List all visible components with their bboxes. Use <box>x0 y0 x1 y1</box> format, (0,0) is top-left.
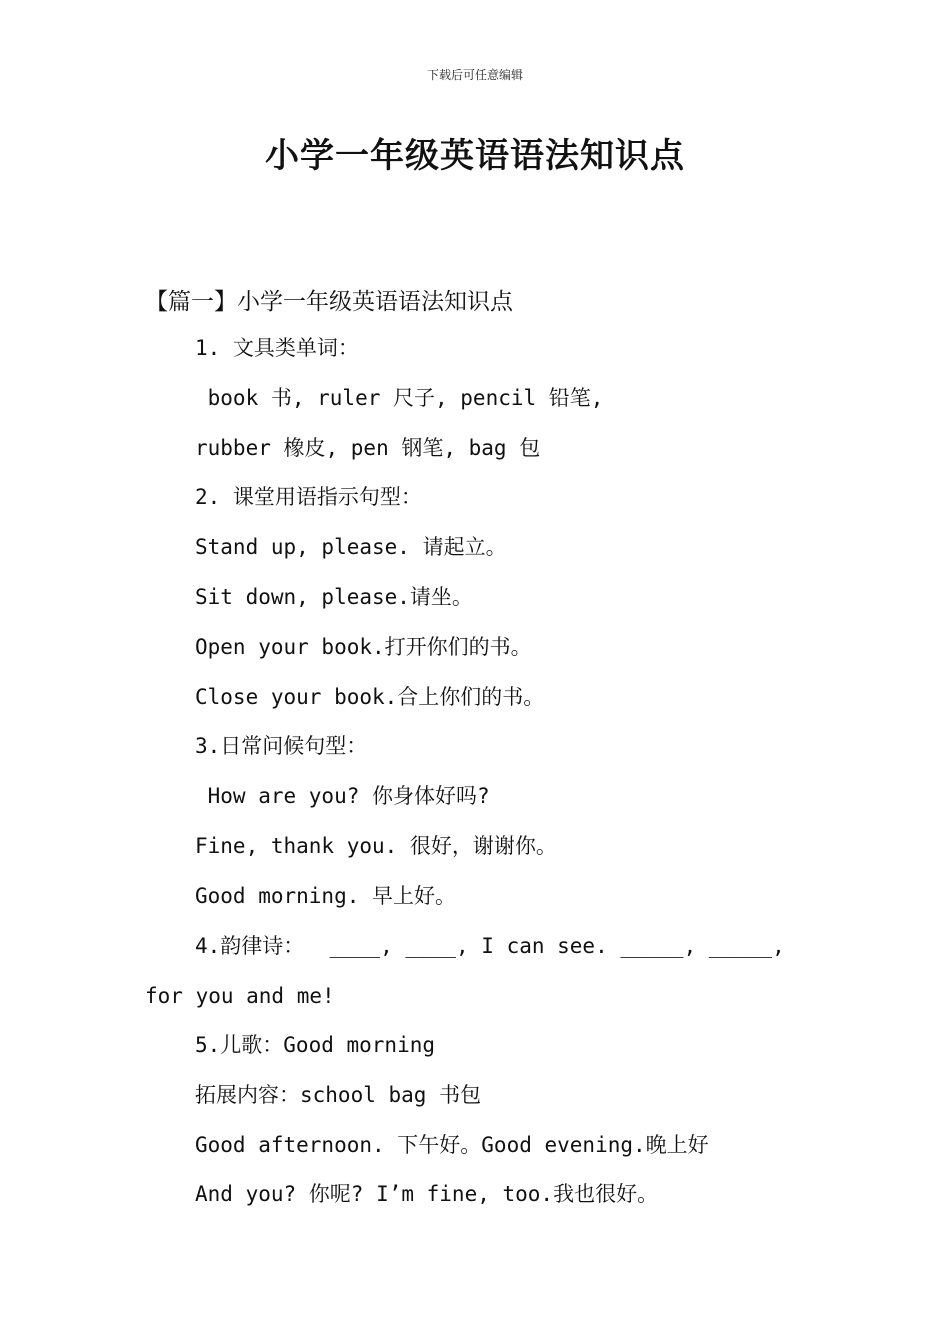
greeting-phrase-1: How are you? 你身体好吗? <box>195 784 490 808</box>
greeting-phrase-2: Fine, thank you. 很好，谢谢你。 <box>195 834 557 858</box>
list-item-5-song: 5.儿歌：Good morning <box>195 1033 436 1057</box>
vocab-line-1: book 书, ruler 尺子, pencil 铅笔, <box>195 386 604 410</box>
header-note: 下载后可任意编辑 <box>426 68 523 82</box>
extension-line-2: Good afternoon. 下午好。Good evening.晚上好 <box>195 1133 709 1157</box>
page-title: 小学一年级英语语法知识点 <box>265 136 685 176</box>
list-item-4-rhyme: 4.韵律诗： ____, ____, I can see. _____, _____, <box>195 934 785 958</box>
classroom-phrase-1: Stand up, please. 请起立。 <box>195 535 507 559</box>
classroom-phrase-2: Sit down, please.请坐。 <box>195 585 473 609</box>
section-heading: 【篇一】小学一年级英语语法知识点 <box>145 289 513 315</box>
extension-line-1: 拓展内容：school bag 书包 <box>195 1083 482 1107</box>
extension-line-3: And you? 你呢? I’m fine, too.我也很好。 <box>195 1182 659 1206</box>
classroom-phrase-3: Open your book.打开你们的书。 <box>195 635 532 659</box>
list-item-2-heading: 2. 课堂用语指示句型： <box>195 485 422 509</box>
list-item-3-heading: 3.日常问候句型： <box>195 734 368 758</box>
classroom-phrase-4: Close your book.合上你们的书。 <box>195 685 545 709</box>
list-item-1-heading: 1. 文具类单词： <box>195 336 359 360</box>
vocab-line-2: rubber 橡皮, pen 钢笔, bag 包 <box>195 436 541 460</box>
greeting-phrase-3: Good morning. 早上好。 <box>195 884 457 908</box>
rhyme-continuation: for you and me! <box>145 984 335 1008</box>
